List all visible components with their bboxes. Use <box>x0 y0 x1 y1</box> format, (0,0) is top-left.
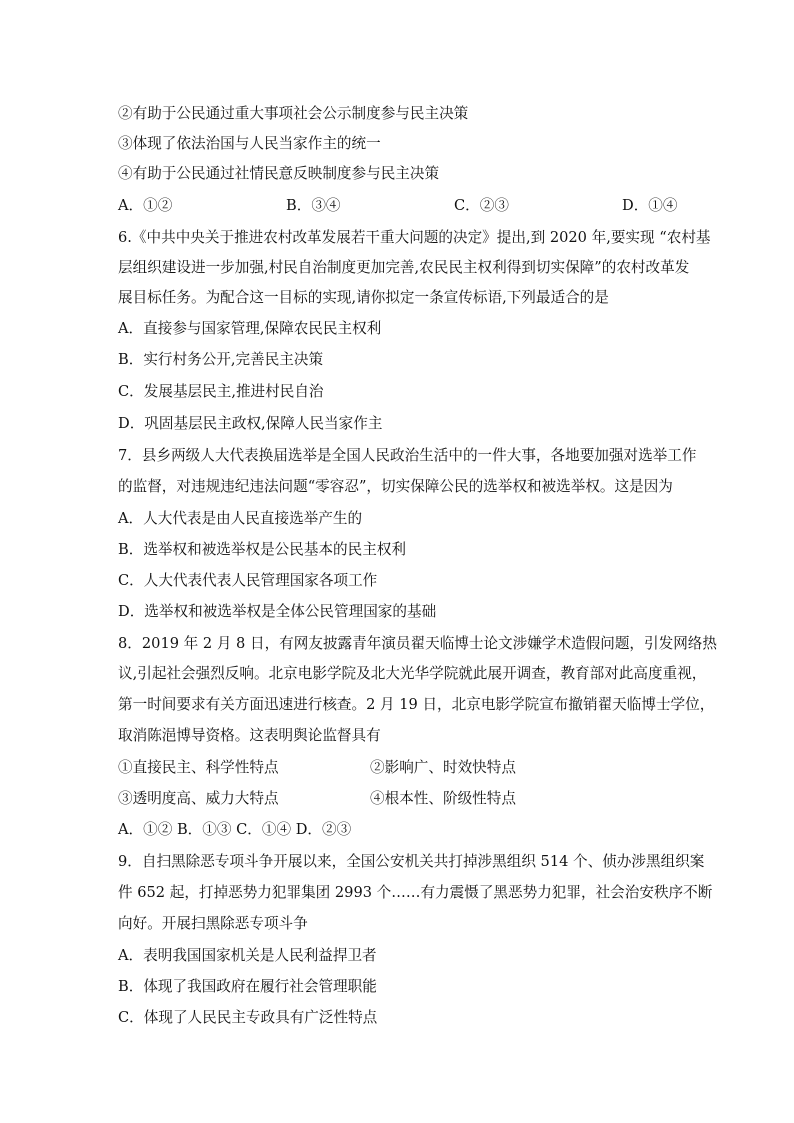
q6-stem-line: 6.《中共中央关于推进农村改革发展若干重大问题的决定》提出,到 2020 年,要实现 “农村基 <box>118 229 711 246</box>
q5-item-4: ④有助于公民通过社情民意反映制度参与民主决策 <box>118 165 440 182</box>
q9-option-a: A．表明我国国家机关是人民利益捍卫者 <box>118 947 377 964</box>
q5-option-d: D．①④ <box>622 197 678 214</box>
q6-option-b: B．实行村务公开,完善民主决策 <box>118 351 324 368</box>
q6-option-c: C．发展基层民主,推进村民自治 <box>118 383 324 400</box>
q8-stem-line: 第一时间要求有关方面迅速进行核查。2 月 19 日，北京电影学院宣布撤销翟天临博士学位， <box>118 696 715 713</box>
q5-item-2: ②有助于公民通过重大事项社会公示制度参与民主决策 <box>118 105 469 122</box>
q6-stem-line: 展目标任务。为配合这一目标的实现,请你拟定一条宣传标语,下列最适合的是 <box>118 289 609 306</box>
q9-option-c: C．体现了人民民主专政具有广泛性特点 <box>118 1009 378 1026</box>
q9-stem-line: 向好。开展扫黑除恶专项斗争 <box>118 915 308 932</box>
q7-stem-line: 的监督，对违规违纪违法问题“零容忍”，切实保障公民的选举权和被选举权。这是因为 <box>118 478 673 495</box>
q6-stem-line: 层组织建设进一步加强,村民自治制度更加完善,农民民主权利得到切实保障”的农村改革发 <box>118 259 690 276</box>
q8-item-4: ④根本性、阶级性特点 <box>370 790 516 807</box>
q5-item-3: ③体现了依法治国与人民当家作主的统一 <box>118 135 381 152</box>
q9-stem-line: 件 652 起，打掉恶势力犯罪集团 2993 个……有力震慑了黑恶势力犯罪，社会治安秩序不断 <box>118 884 713 901</box>
q7-stem-line: 7．县乡两级人大代表换届选举是全国人民政治生活中的一件大事，各地要加强对选举工作 <box>118 447 697 464</box>
q8-stem-line: 议,引起社会强烈反响。北京电影学院及北大光华学院就此展开调查，教育部对此高度重视， <box>118 665 707 682</box>
q8-options: A．①② B．①③ C．①④ D．②③ <box>118 821 352 838</box>
q7-option-a: A．人大代表是由人民直接选举产生的 <box>118 510 363 527</box>
q9-stem-line: 9．自扫黑除恶专项斗争开展以来，全国公安机关共打掉涉黑组织 514 个、侦办涉黑组织案 <box>118 853 705 870</box>
q5-option-b: B．③④ <box>286 197 341 214</box>
q6-option-a: A．直接参与国家管理,保障农民民主权利 <box>118 320 382 337</box>
q8-item-1: ①直接民主、科学性特点 <box>118 759 279 776</box>
q9-option-b: B．体现了我国政府在履行社会管理职能 <box>118 978 377 995</box>
q8-item-2: ②影响广、时效快特点 <box>370 759 516 776</box>
q5-option-c: C．②③ <box>454 197 509 214</box>
q6-option-d: D．巩固基层民主政权,保障人民当家作主 <box>118 415 383 432</box>
q8-stem-line: 8．2019 年 2 月 8 日，有网友披露青年演员翟天临博士论文涉嫌学术造假问题，引发网络热 <box>118 635 717 652</box>
q5-option-a: A．①② <box>118 197 173 214</box>
q8-item-3: ③透明度高、威力大特点 <box>118 790 279 807</box>
q8-stem-line: 取消陈浥博导资格。这表明舆论监督具有 <box>118 727 381 744</box>
q7-option-b: B．选举权和被选举权是公民基本的民主权利 <box>118 541 407 558</box>
q7-option-d: D．选举权和被选举权是全体公民管理国家的基础 <box>118 603 437 620</box>
q7-option-c: C．人大代表代表人民管理国家各项工作 <box>118 572 378 589</box>
